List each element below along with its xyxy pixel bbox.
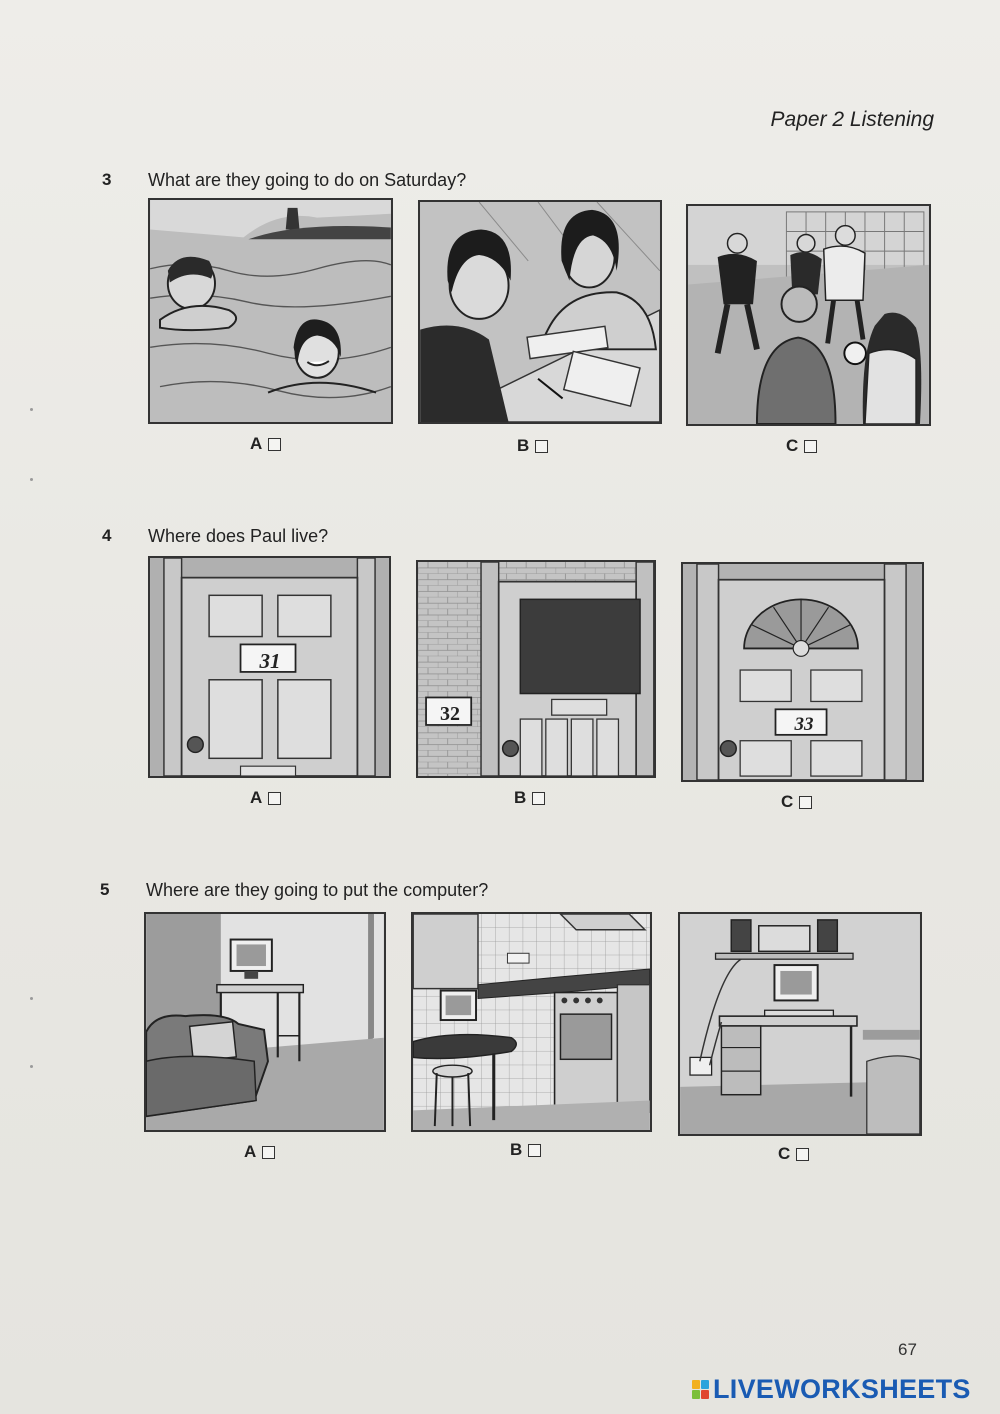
football-picture bbox=[686, 204, 931, 426]
living-room-picture bbox=[144, 912, 386, 1132]
answer-checkbox-4c[interactable] bbox=[799, 796, 812, 809]
page-number: 67 bbox=[898, 1340, 917, 1359]
binder-speck bbox=[30, 408, 33, 411]
question-5-text: Where are they going to put the computer? bbox=[146, 880, 489, 900]
option-label: A bbox=[250, 434, 263, 453]
answer-checkbox-4b[interactable] bbox=[532, 792, 545, 805]
door-31-picture bbox=[148, 556, 391, 778]
option-label: C bbox=[781, 792, 794, 811]
option-label: C bbox=[786, 436, 799, 455]
option-label: B bbox=[517, 436, 530, 455]
option-label: B bbox=[514, 788, 527, 807]
answer-checkbox-5a[interactable] bbox=[262, 1146, 275, 1159]
studying-picture bbox=[418, 200, 662, 424]
bedroom-desk-picture bbox=[678, 912, 922, 1136]
option-4a bbox=[250, 788, 281, 808]
answer-checkbox-3a[interactable] bbox=[268, 438, 281, 451]
option-label: B bbox=[510, 1140, 523, 1159]
question-5-number: 5 bbox=[100, 880, 110, 899]
answer-checkbox-5b[interactable] bbox=[528, 1144, 541, 1157]
door-number-32: 32 bbox=[440, 703, 460, 725]
question-3-number: 3 bbox=[102, 170, 112, 189]
answer-checkbox-3b[interactable] bbox=[535, 440, 548, 453]
liveworksheets-logo[interactable] bbox=[692, 1374, 971, 1405]
option-3b bbox=[517, 436, 548, 456]
option-label: C bbox=[778, 1144, 791, 1163]
option-label: A bbox=[250, 788, 263, 807]
door-number-33: 33 bbox=[794, 714, 814, 735]
question-4-text: Where does Paul live? bbox=[148, 526, 329, 546]
option-5c bbox=[778, 1144, 809, 1164]
option-5b bbox=[510, 1140, 541, 1160]
answer-checkbox-3c[interactable] bbox=[804, 440, 817, 453]
option-5a bbox=[244, 1142, 275, 1162]
door-32-picture bbox=[416, 560, 656, 778]
paper-header: Paper 2 Listening bbox=[770, 108, 934, 131]
question-3-text: What are they going to do on Saturday? bbox=[148, 170, 467, 190]
binder-speck bbox=[30, 1065, 33, 1068]
option-3a bbox=[250, 434, 281, 454]
door-33-picture bbox=[681, 562, 924, 782]
binder-speck bbox=[30, 997, 33, 1000]
kitchen-picture bbox=[411, 912, 652, 1132]
answer-checkbox-5c[interactable] bbox=[796, 1148, 809, 1161]
liveworksheets-icon bbox=[692, 1380, 709, 1399]
swimming-picture bbox=[148, 198, 393, 424]
option-4c bbox=[781, 792, 812, 812]
door-number-31: 31 bbox=[259, 649, 281, 673]
binder-speck bbox=[30, 478, 33, 481]
question-4-number: 4 bbox=[102, 526, 112, 545]
option-label: A bbox=[244, 1142, 257, 1161]
option-3c bbox=[786, 436, 817, 456]
answer-checkbox-4a[interactable] bbox=[268, 792, 281, 805]
brand-name: LIVEWORKSHEETS bbox=[713, 1374, 971, 1404]
option-4b bbox=[514, 788, 545, 808]
